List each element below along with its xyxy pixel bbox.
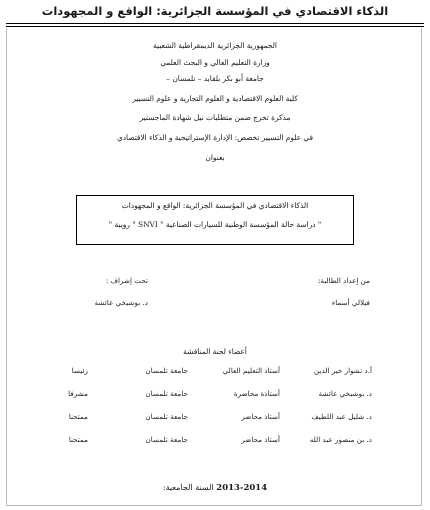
table-row (0, 389, 430, 401)
member-university: جامعة تلمسان (145, 412, 188, 421)
table-row (0, 412, 430, 424)
prepared-label: من إعداد الطالبة: (317, 276, 370, 285)
member-university: جامعة تلمسان (145, 366, 188, 375)
member-role: ممتحنا (68, 412, 88, 421)
member-name: د. شليل عبد اللطيف (311, 412, 372, 421)
faculty-line: كلية العلوم الاقتصادية و العلوم التجارية و علوم التسيير (132, 94, 298, 103)
supervisor-name: د. بوشيخي عائشة (94, 298, 148, 307)
member-role: رئيسا (71, 366, 88, 375)
ministry-line: وزارة التعليم العالي و البحث العلمي (160, 58, 270, 67)
table-row (0, 366, 430, 378)
year-label: السنة الجامعية: (162, 483, 214, 492)
member-rank: أستاذ محاضر (241, 435, 280, 444)
member-role: مشرفا (68, 389, 88, 398)
committee-title: أعضاء لجنة المناقشة (183, 347, 247, 356)
member-role: ممتحنا (68, 435, 88, 444)
year-value: 2013-2014 (216, 483, 268, 493)
thesis-subtitle: " دراسة حالة المؤسسة الوطنية للسيارات الصناعية " SNVI " رويبة " (108, 220, 322, 229)
running-header: الذكاء الاقتصادي في المؤسسة الجزائرية: الواقع و المجهودات (41, 4, 389, 18)
titled-line: بعنوان (205, 153, 225, 162)
table-row (0, 435, 430, 447)
member-university: جامعة تلمسان (145, 435, 188, 444)
academic-year (0, 483, 430, 493)
specialty-line: في علوم التسيير تخصص: الإدارة الإستراتيجية و الذكاء الاقتصادي (116, 133, 314, 142)
header-rule-thin (6, 26, 424, 27)
member-name: أ.د تشوار خير الدين (314, 366, 372, 375)
title-box (76, 195, 354, 245)
header-rule (6, 23, 424, 24)
university-line: جامعة أبو بكر بلقايد – تلمسان – (166, 74, 264, 83)
member-name: د. بن منصور عبد الله (309, 435, 372, 444)
memoir-line: مذكرة تخرج ضمن متطلبات نيل شهادة الماجستير (139, 113, 291, 122)
member-university: جامعة تلمسان (145, 389, 188, 398)
student-name: فيلالي أسماء (331, 298, 370, 307)
member-name: د. بوشيخي عائشة (318, 389, 372, 398)
member-rank: أستاذ التعليم العالي (222, 366, 280, 375)
republic-line: الجمهورية الجزائرية الديمقراطية الشعبية (153, 41, 277, 50)
member-rank: أستاذة محاضرة (233, 389, 280, 398)
member-rank: أستاذ محاضر (241, 412, 280, 421)
thesis-title: الذكاء الاقتصادي في المؤسسة الجزائرية: الواقع و المجهودات (121, 201, 309, 210)
supervision-label: تحت إشراف : (105, 276, 148, 285)
